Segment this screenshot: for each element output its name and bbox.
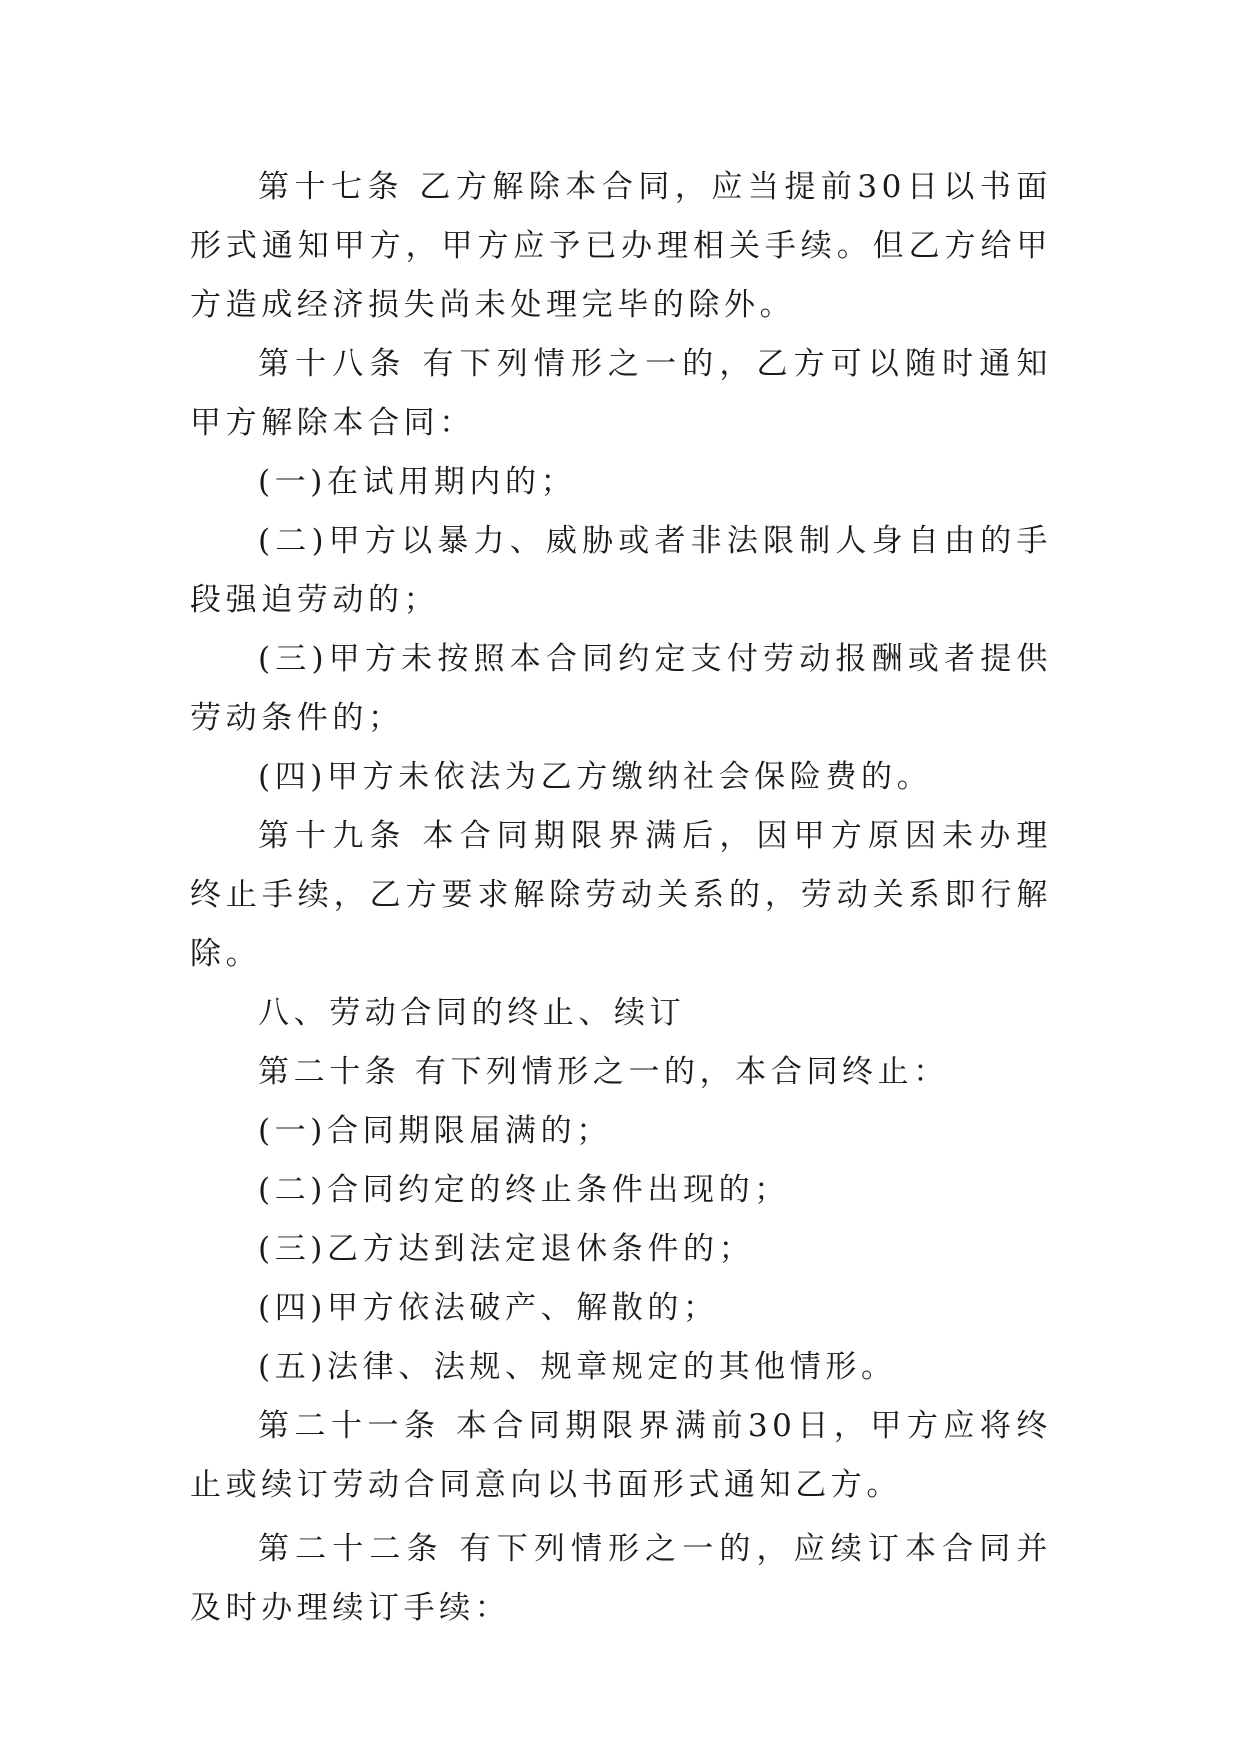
paragraph-article-18-item-2: (二)甲方以暴力、威胁或者非法限制人身自由的手段强迫劳动的；: [190, 523, 1052, 618]
section-heading-8: 八、劳动合同的终止、续订: [258, 995, 686, 1031]
paragraph-article-17: 第十七条 乙方解除本合同，应当提前30日以书面形式通知甲方，甲方应予已办理相关手续。但乙方给甲方造成经济损失尚未处理完毕的除外。: [190, 169, 1052, 323]
document-body: [190, 158, 1052, 1638]
paragraph-article-20-item-1: (一)合同期限届满的；: [258, 1113, 612, 1149]
paragraph-article-22: 第二十二条 有下列情形之一的，应续订本合同并及时办理续订手续：: [190, 1531, 1052, 1626]
paragraph-article-18: 第十八条 有下列情形之一的，乙方可以随时通知甲方解除本合同：: [190, 346, 1052, 441]
paragraph-article-20-item-4: (四)甲方依法破产、解散的；: [258, 1290, 719, 1326]
paragraph-article-21: 第二十一条 本合同期限界满前30日，甲方应将终止或续订劳动合同意向以书面形式通知乙方。: [190, 1408, 1052, 1503]
paragraph-article-18-item-1: (一)在试用期内的；: [258, 464, 577, 500]
paragraph-article-19: 第十九条 本合同期限界满后，因甲方原因未办理终止手续，乙方要求解除劳动关系的，劳动关系即行解除。: [190, 818, 1052, 972]
paragraph-article-18-item-3: (三)甲方未按照本合同约定支付劳动报酬或者提供劳动条件的；: [190, 641, 1052, 736]
paragraph-article-20-item-5: (五)法律、法规、规章规定的其他情形。: [258, 1349, 897, 1385]
paragraph-article-18-item-4: (四)甲方未依法为乙方缴纳社会保险费的。: [258, 759, 933, 795]
paragraph-article-20: 第二十条 有下列情形之一的，本合同终止：: [258, 1054, 949, 1090]
paragraph-article-20-item-3: (三)乙方达到法定退休条件的；: [258, 1231, 755, 1267]
paragraph-article-20-item-2: (二)合同约定的终止条件出现的；: [258, 1172, 790, 1208]
